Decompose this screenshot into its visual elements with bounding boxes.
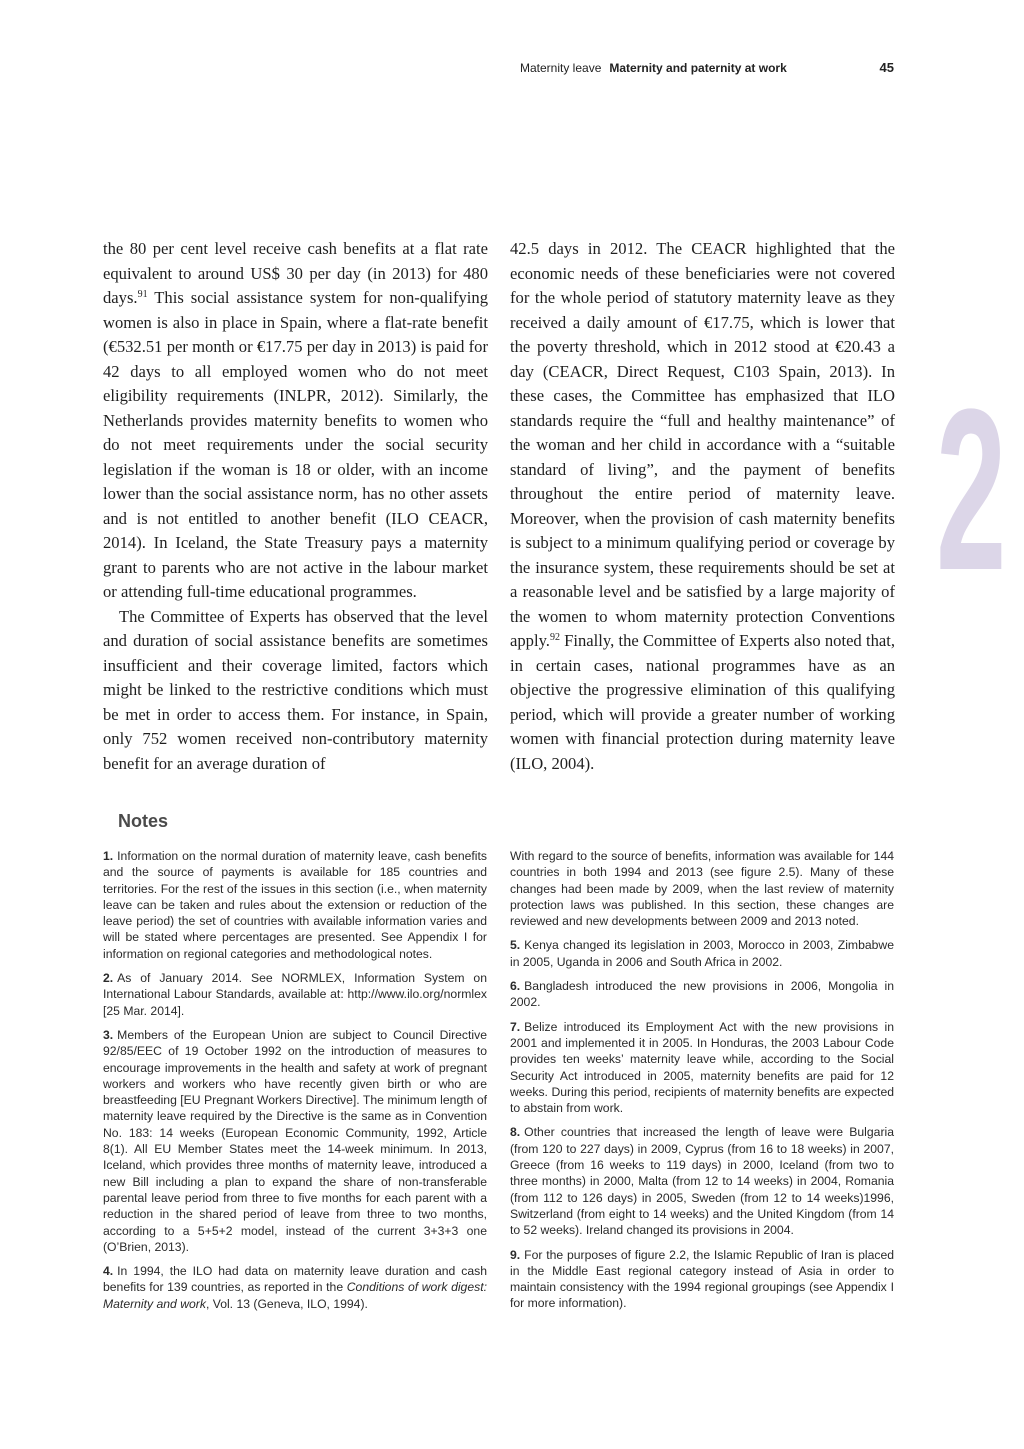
note-text: For the purposes of figure 2.2, the Islamic Republic of Iran is placed in the Middle East regional category instead of Asia in order to maintain consistency with the 1994 regional groupings (see Appendix I for more information). (510, 1247, 894, 1311)
running-head-chapter: Maternity and paternity at work (609, 61, 787, 75)
note-item (510, 1124, 894, 1238)
note-number: 3. (103, 1027, 114, 1042)
body-text: Finally, the Committee of Experts also noted that, in certain cases, national programmes have as an objective the progressive elimination of this qualifying period, which will provide a greater number of working women with financial protection during maternity leave (ILO, 2004). (510, 631, 895, 773)
body-column-left (103, 237, 488, 776)
note-number: 5. (510, 938, 521, 953)
body-paragraph (510, 237, 895, 776)
note-number: 6. (510, 979, 521, 994)
body-paragraph (103, 237, 488, 605)
body-column-right (510, 237, 895, 776)
note-number: 4. (103, 1264, 114, 1279)
footnote-ref[interactable]: 92 (549, 632, 560, 643)
note-text: Other countries that increased the length of leave were Bulgaria (from 120 to 227 days) in 2009, Cyprus (from 16 to 18 weeks) in 2007, Greece (from 16 weeks to 119 days) in 2000, Iceland (from two to three months) in 2000, Malta (from 12 to 14 weeks) in 2004, Romania (from 112 to 126 days) in 2005, Sweden (from 12 to 14 weeks)1996, Switzerland (from eight to 14 weeks) and the United Kingdom (from 14 to 52 weeks). Ireland changed its provisions in 2004. (510, 1125, 894, 1238)
note-item (103, 970, 487, 1019)
note-number: 2. (103, 971, 114, 986)
notes-column-right (510, 848, 894, 1320)
footnote-ref[interactable]: 91 (137, 289, 148, 300)
note-number: 9. (510, 1247, 521, 1262)
note-number: 8. (510, 1125, 521, 1140)
note-continuation: With regard to the source of benefits, information was available for 144 countries in both 1994 and 2013 (see figure 2.5). Many of these changes had been made by 2009, when the last review of maternity protection laws was published. In this section, these changes are reviewed and new developments between 2009 and 2013 noted. (510, 849, 894, 929)
body-paragraph: The Committee of Experts has observed that the level and duration of social assistance benefits are sometimes insufficient and their coverage limited, factors which might be linked to the restrictive conditions which must be met in order to access them. For instance, in Spain, only 752 women received non-contributory maternity benefit for an average duration of (103, 606, 488, 773)
note-text: Information on the normal duration of maternity leave, cash benefits and the source of payments is available for 185 countries and territories. For the rest of the issues in this section (i.e., when maternity leave can be taken and rules about the extension or reduction of the leave period) the set of countries with available information varies and will be stated where percentages are presented. See Appendix I for information on regional categories and methodological notes. (103, 849, 487, 961)
note-item (103, 1027, 487, 1255)
note-item (510, 937, 894, 970)
note-text: Kenya changed its legislation in 2003, Morocco in 2003, Zimbabwe in 2005, Uganda in 2006 and South Africa in 2002. (510, 938, 894, 969)
note-item (510, 978, 894, 1011)
note-text: , Vol. 13 (Geneva, ILO, 1994). (205, 1296, 368, 1311)
page-number: 45 (879, 60, 894, 75)
note-text: Bangladesh introduced the new provisions in 2006, Mongolia in 2002. (510, 979, 894, 1010)
notes-column-left (103, 848, 487, 1320)
note-text: Members of the European Union are subject to Council Directive 92/85/EEC of 19 October 1992 on the introduction of measures to encourage improvements in the health and safety at work of pregnant workers and workers who have recently given birth or who are breastfeeding [EU Pregnant Workers Directive]. The minimum length of maternity leave required by the Directive is the same as in Convention No. 183: 14 weeks (European Economic Community, 1992, Article 8(1). All EU Member States meet the 14-week minimum. In 2013, Iceland, which provides three months of maternity leave, introduced a new Bill including a plan to expand the share of non-transferable parental leave period from three to five months for each parent with a reduction in the shared period of leave from three to two months, according to a 5+5+2 model, instead of the current 3+3+3 one (O’Brien, 2013). (103, 1027, 487, 1254)
note-item (103, 848, 487, 962)
note-number: 7. (510, 1019, 521, 1034)
body-text: the 80 per cent level receive cash benefits at a flat rate equivalent to around US$ 30 per day (in 2013) for 480 days. (103, 239, 488, 307)
body-text: 42.5 days in 2012. The CEACR highlighted that the economic needs of these beneficiaries were not covered for the whole period of statutory maternity leave as they received a daily amount of €17.75, which is lower that the poverty threshold, which in 2012 stood at €20.43 a day (CEACR, Direct Request, C103 Spain, 2013). In these cases, the Committee has emphasized that ILO standards require the “full and healthy maintenance” of the woman and her child in accordance with a “suitable standard of living”, and the payment of benefits throughout the entire period of maternity leave. Moreover, when the provision of cash maternity benefits is subject to a minimum qualifying period or coverage by the insurance system, these requirements should be set at a reasonable level and be satisfied by a large majority of the women to whom maternity protection Conventions apply. (510, 239, 895, 650)
body-text: This social assistance system for non-qualifying women is also in place in Spain, where a flat-rate benefit (€532.51 per month or €17.75 per day in 2013) is paid for 42 days to all employed women who do not meet eligibility requirements (INLPR, 2012). Similarly, the Netherlands provides maternity benefits to women who do not meet requirements under the social security legislation if the woman is 18 or older, with an income lower than the social assistance norm, has no other assets and is not entitled to another benefit (ILO CEACR, 2014). In Iceland, the State Treasury pays a maternity grant to parents who are not active in the labour market or attending full-time educational programmes. (103, 288, 488, 601)
note-text: As of January 2014. See NORMLEX, Information System on International Labour Standards, available at: http://www.ilo.org/normlex [25 Mar. 2014]. (103, 971, 487, 1018)
note-number: 1. (103, 849, 114, 863)
notes-heading: Notes (118, 811, 169, 831)
note-item (510, 1019, 894, 1117)
note-item (103, 1263, 487, 1312)
chapter-number-tab: 2 (936, 361, 1007, 618)
note-text: Belize introduced its Employment Act with the new provisions in 2001 and implemented it in 2005. In Honduras, the 2003 Labour Code provides ten weeks’ maternity leave while, according to the Social Security Act introduced in 2005, maternity benefits are paid for 12 weeks. During this period, recipients of maternity benefits are expected to abstain from work. (510, 1019, 894, 1116)
note-text: In 1994, the ILO had data on maternity leave duration and cash benefits for 139 countries, as reported in the (103, 1264, 487, 1295)
running-head (520, 60, 894, 75)
running-head-section: Maternity leave (520, 61, 602, 75)
note-item (510, 1247, 894, 1312)
note-citation-title: Conditions of work digest: Maternity and work (103, 1280, 487, 1311)
